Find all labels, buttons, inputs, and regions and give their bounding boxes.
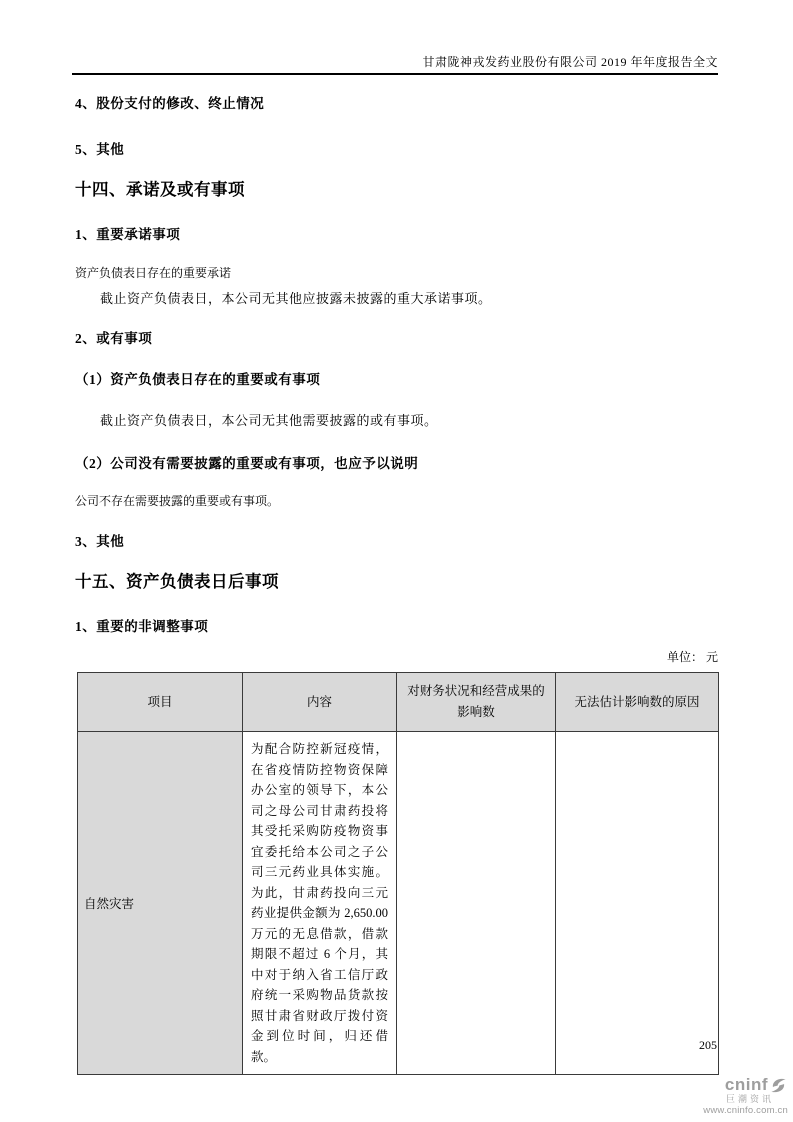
page-header-title: 甘肃陇神戎发药业股份有限公司 2019 年年度报告全文 <box>422 55 718 69</box>
heading-share-payment-termination: 4、股份支付的修改、终止情况 <box>75 96 265 111</box>
header-rule-divider <box>72 73 718 75</box>
cell-content-description: 为配合防控新冠疫情，在省疫情防控物资保障办公室的领导下，本公司之母公司甘肃药投将其受托采购防疫物资事宜委托给本公司之子公司三元药业具体实施。为此，甘肃药投向三元药业提供金额为 2,650.00 万元的无息借款，借款期限不超过 6 个月，其中对于纳入省工信厅政府统一采购物品货款按照甘肃省财政厅拨付资金到位时间，归还借款。 <box>243 732 397 1075</box>
para-no-undisclosed-commitments: 截止资产负债表日，本公司无其他应披露未披露的重大承诺事项。 <box>100 291 492 306</box>
heading-non-adjusting-events: 1、重要的非调整事项 <box>75 619 209 634</box>
heading-no-disclosure-needed: （2）公司没有需要披露的重要或有事项，也应予以说明 <box>75 456 419 471</box>
column-header-item: 项目 <box>78 673 243 732</box>
non-adjusting-events-table <box>77 672 719 1075</box>
column-header-impact: 对财务状况和经营成果的影响数 <box>397 673 556 732</box>
unit-label: 单位： 元 <box>666 650 718 664</box>
heading-other-5: 5、其他 <box>75 142 125 157</box>
cninfo-logo-chinese-name: 巨潮资讯 <box>725 1094 774 1104</box>
heading-section-14: 十四、承诺及或有事项 <box>75 180 245 199</box>
note-balance-sheet-commitments: 资产负债表日存在的重要承诺 <box>75 266 232 280</box>
heading-contingencies: 2、或有事项 <box>75 331 153 346</box>
table-header-row <box>78 673 719 732</box>
heading-contingencies-existing: （1）资产负债表日存在的重要或有事项 <box>75 372 321 387</box>
cell-reason-value <box>556 732 719 1075</box>
heading-important-commitments: 1、重要承诺事项 <box>75 227 181 242</box>
cninfo-logo-wordmark: cninf <box>724 1075 768 1094</box>
para-no-disclosure-needed: 公司不存在需要披露的重要或有事项。 <box>75 494 280 508</box>
column-header-content: 内容 <box>243 673 397 732</box>
heading-section-15: 十五、资产负债表日后事项 <box>75 572 279 591</box>
cninfo-logo <box>702 1076 788 1116</box>
column-header-reason: 无法估计影响数的原因 <box>556 673 719 732</box>
table-row <box>78 732 719 1075</box>
page-number: 205 <box>699 1038 717 1052</box>
para-no-contingencies: 截止资产负债表日，本公司无其他需要披露的或有事项。 <box>100 413 438 428</box>
cell-impact-value <box>397 732 556 1075</box>
cninfo-logo-url: www.cninfo.com.cn <box>703 1105 788 1116</box>
cninfo-swirl-icon <box>769 1076 788 1095</box>
heading-other-3: 3、其他 <box>75 534 125 549</box>
cell-item-natural-disaster: 自然灾害 <box>78 732 243 1075</box>
cninfo-logo-row <box>702 1076 788 1094</box>
